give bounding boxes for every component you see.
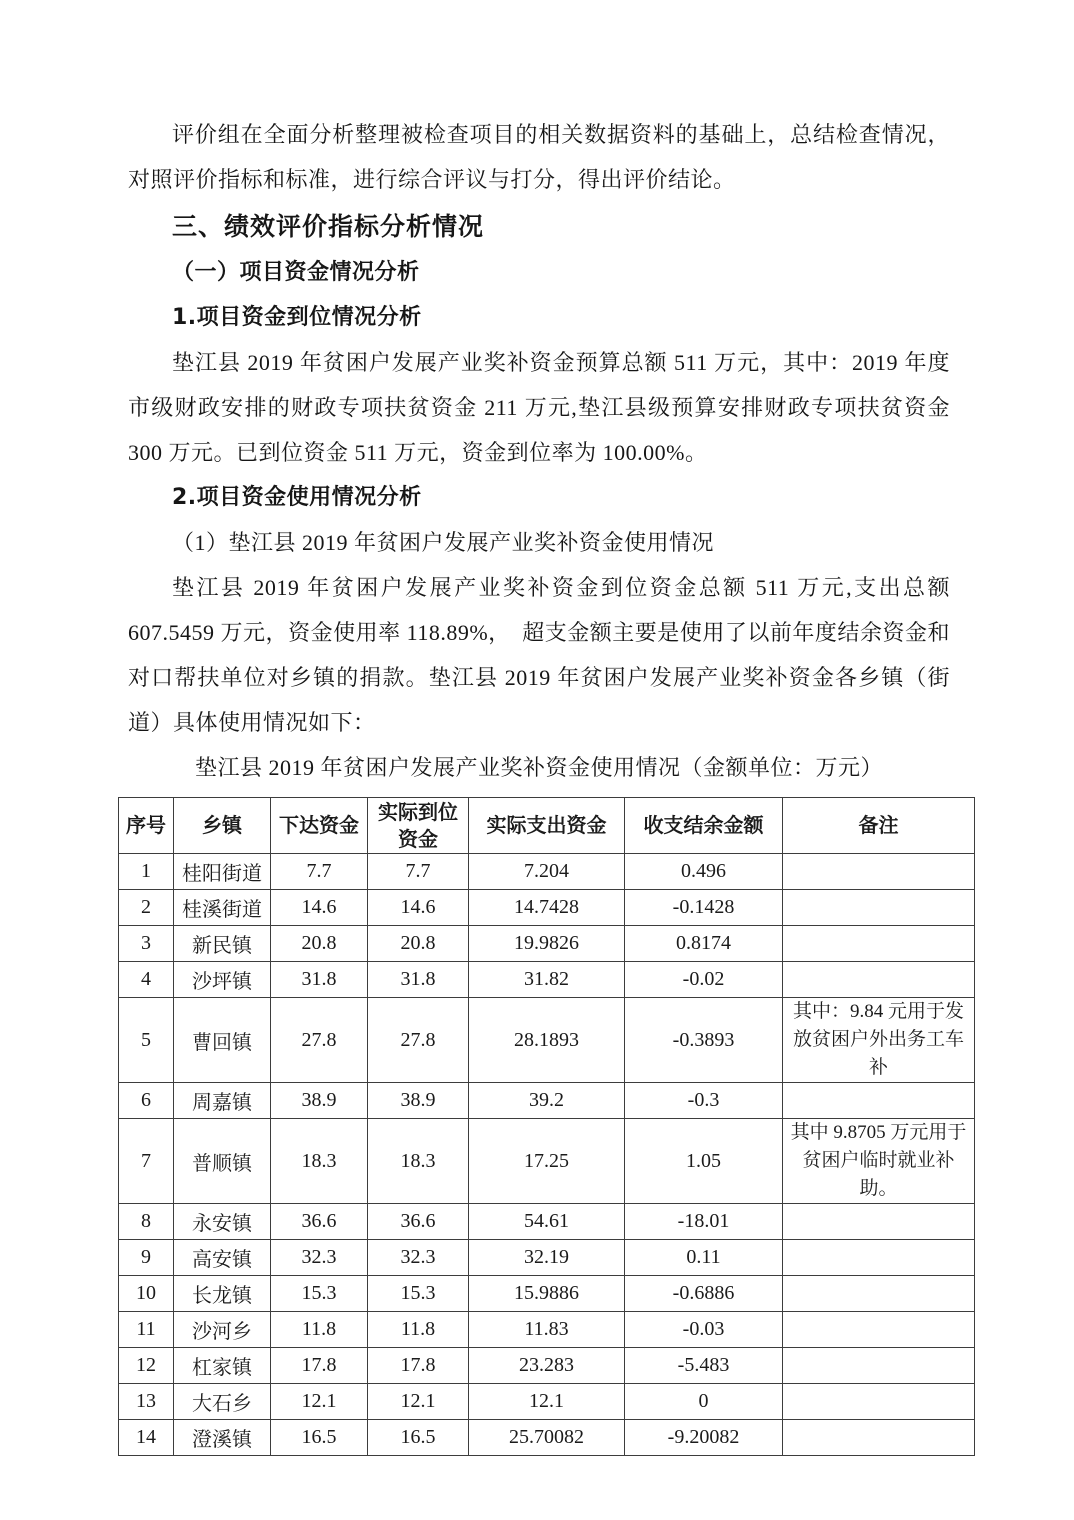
cell-town: 澄溪镇 (174, 1420, 271, 1456)
table-row (119, 926, 975, 962)
cell-allocated: 14.6 (271, 890, 368, 926)
table-row (119, 1204, 975, 1240)
cell-received: 20.8 (368, 926, 469, 962)
cell-spent: 7.204 (469, 854, 625, 890)
cell-received: 16.5 (368, 1420, 469, 1456)
cell-received: 7.7 (368, 854, 469, 890)
cell-spent: 32.19 (469, 1240, 625, 1276)
cell-town: 沙坪镇 (174, 962, 271, 998)
cell-allocated: 20.8 (271, 926, 368, 962)
cell-spent: 15.9886 (469, 1276, 625, 1312)
table-row (119, 1312, 975, 1348)
cell-town: 大石乡 (174, 1384, 271, 1420)
cell-spent: 54.61 (469, 1204, 625, 1240)
cell-remark (783, 1240, 975, 1276)
header-remark: 备注 (783, 798, 975, 854)
cell-balance: 1.05 (625, 1119, 783, 1204)
cell-town: 沙河乡 (174, 1312, 271, 1348)
cell-balance: 0 (625, 1384, 783, 1420)
cell-spent: 19.9826 (469, 926, 625, 962)
header-balance: 收支结余金额 (625, 798, 783, 854)
table-row (119, 1384, 975, 1420)
cell-serial: 9 (119, 1240, 174, 1276)
cell-town: 普顺镇 (174, 1119, 271, 1204)
cell-allocated: 27.8 (271, 998, 368, 1083)
cell-remark (783, 962, 975, 998)
cell-town: 新民镇 (174, 926, 271, 962)
point-heading-funds-arrival: 1.项目资金到位情况分析 (172, 305, 422, 330)
cell-serial: 7 (119, 1119, 174, 1204)
cell-received: 14.6 (368, 890, 469, 926)
cell-allocated: 31.8 (271, 962, 368, 998)
cell-balance: -5.483 (625, 1348, 783, 1384)
funds-usage-table (118, 797, 975, 1456)
cell-remark (783, 1083, 975, 1119)
cell-remark (783, 1312, 975, 1348)
cell-town: 曹回镇 (174, 998, 271, 1083)
cell-balance: -0.1428 (625, 890, 783, 926)
cell-town: 桂溪街道 (174, 890, 271, 926)
cell-allocated: 12.1 (271, 1384, 368, 1420)
cell-serial: 13 (119, 1384, 174, 1420)
cell-spent: 12.1 (469, 1384, 625, 1420)
cell-spent: 28.1893 (469, 998, 625, 1083)
cell-serial: 10 (119, 1276, 174, 1312)
cell-allocated: 18.3 (271, 1119, 368, 1204)
cell-balance: -9.20082 (625, 1420, 783, 1456)
item-heading-usage: （1）垫江县 2019 年贫困户发展产业奖补资金使用情况 (172, 530, 715, 555)
cell-remark (783, 1348, 975, 1384)
table-row (119, 1240, 975, 1276)
cell-serial: 12 (119, 1348, 174, 1384)
table-row (119, 890, 975, 926)
cell-allocated: 17.8 (271, 1348, 368, 1384)
cell-remark (783, 1384, 975, 1420)
cell-allocated: 16.5 (271, 1420, 368, 1456)
cell-spent: 11.83 (469, 1312, 625, 1348)
funds-usage-paragraph: 垫江县 2019 年贫困户发展产业奖补资金到位资金总额 511 万元,支出总额 607.5459 万元，资金使用率 118.89%， 超支金额主要是使用了以前年度结余资金和对口帮扶单位对乡镇的捐款。垫江县 2019 年贫困户发展产业奖补资金各乡镇（街道）具体使用情况如下： (128, 575, 950, 735)
table-row (119, 1119, 975, 1204)
cell-received: 15.3 (368, 1276, 469, 1312)
cell-remark (783, 890, 975, 926)
cell-serial: 2 (119, 890, 174, 926)
cell-spent: 23.283 (469, 1348, 625, 1384)
subsection-heading: （一）项目资金情况分析 (172, 260, 420, 285)
cell-remark: 其中：9.84 元用于发放贫困户外出务工车补 (783, 998, 975, 1083)
intro-paragraph: 评价组在全面分析整理被检查项目的相关数据资料的基础上，总结检查情况，对照评价指标和标准，进行综合评议与打分，得出评价结论。 (128, 122, 950, 192)
table-row (119, 1276, 975, 1312)
cell-spent: 39.2 (469, 1083, 625, 1119)
cell-balance: -18.01 (625, 1204, 783, 1240)
table-row (119, 998, 975, 1083)
cell-allocated: 11.8 (271, 1312, 368, 1348)
cell-town: 桂阳街道 (174, 854, 271, 890)
cell-balance: -0.3 (625, 1083, 783, 1119)
cell-received: 18.3 (368, 1119, 469, 1204)
cell-serial: 8 (119, 1204, 174, 1240)
cell-allocated: 38.9 (271, 1083, 368, 1119)
cell-balance: -0.03 (625, 1312, 783, 1348)
cell-serial: 6 (119, 1083, 174, 1119)
header-town: 乡镇 (174, 798, 271, 854)
cell-balance: 0.496 (625, 854, 783, 890)
cell-received: 27.8 (368, 998, 469, 1083)
cell-allocated: 32.3 (271, 1240, 368, 1276)
cell-serial: 5 (119, 998, 174, 1083)
section-heading: 三、绩效评价指标分析情况 (172, 212, 485, 241)
cell-balance: -0.6886 (625, 1276, 783, 1312)
cell-serial: 11 (119, 1312, 174, 1348)
header-allocated: 下达资金 (271, 798, 368, 854)
cell-spent: 25.70082 (469, 1420, 625, 1456)
cell-town: 永安镇 (174, 1204, 271, 1240)
cell-serial: 14 (119, 1420, 174, 1456)
cell-allocated: 15.3 (271, 1276, 368, 1312)
cell-serial: 4 (119, 962, 174, 998)
cell-remark (783, 926, 975, 962)
point-heading-funds-usage: 2.项目资金使用情况分析 (172, 485, 422, 510)
cell-serial: 3 (119, 926, 174, 962)
cell-town: 杠家镇 (174, 1348, 271, 1384)
table-row (119, 1348, 975, 1384)
cell-town: 高安镇 (174, 1240, 271, 1276)
table-title: 垫江县 2019 年贫困户发展产业奖补资金使用情况（金额单位：万元） (194, 755, 883, 780)
cell-received: 12.1 (368, 1384, 469, 1420)
cell-received: 31.8 (368, 962, 469, 998)
cell-allocated: 7.7 (271, 854, 368, 890)
cell-spent: 17.25 (469, 1119, 625, 1204)
cell-town: 长龙镇 (174, 1276, 271, 1312)
cell-received: 38.9 (368, 1083, 469, 1119)
cell-balance: 0.11 (625, 1240, 783, 1276)
cell-remark (783, 1204, 975, 1240)
cell-balance: 0.8174 (625, 926, 783, 962)
cell-balance: -0.3893 (625, 998, 783, 1083)
table-header-row (119, 798, 975, 854)
cell-received: 17.8 (368, 1348, 469, 1384)
cell-received: 36.6 (368, 1204, 469, 1240)
cell-remark (783, 854, 975, 890)
cell-spent: 31.82 (469, 962, 625, 998)
cell-received: 11.8 (368, 1312, 469, 1348)
table-row (119, 854, 975, 890)
table-row (119, 962, 975, 998)
cell-serial: 1 (119, 854, 174, 890)
cell-spent: 14.7428 (469, 890, 625, 926)
cell-allocated: 36.6 (271, 1204, 368, 1240)
cell-remark: 其中 9.8705 万元用于贫困户临时就业补助。 (783, 1119, 975, 1204)
cell-received: 32.3 (368, 1240, 469, 1276)
header-received: 实际到位资金 (368, 798, 469, 854)
table-row (119, 1083, 975, 1119)
cell-remark (783, 1420, 975, 1456)
cell-remark (783, 1276, 975, 1312)
table-row (119, 1420, 975, 1456)
cell-balance: -0.02 (625, 962, 783, 998)
header-spent: 实际支出资金 (469, 798, 625, 854)
cell-town: 周嘉镇 (174, 1083, 271, 1119)
header-serial: 序号 (119, 798, 174, 854)
funds-arrival-paragraph: 垫江县 2019 年贫困户发展产业奖补资金预算总额 511 万元，其中：2019 年度市级财政安排的财政专项扶贫资金 211 万元,垫江县级预算安排财政专项扶贫资金 300 万元。已到位资金 511 万元，资金到位率为 100.00%。 (128, 350, 950, 465)
